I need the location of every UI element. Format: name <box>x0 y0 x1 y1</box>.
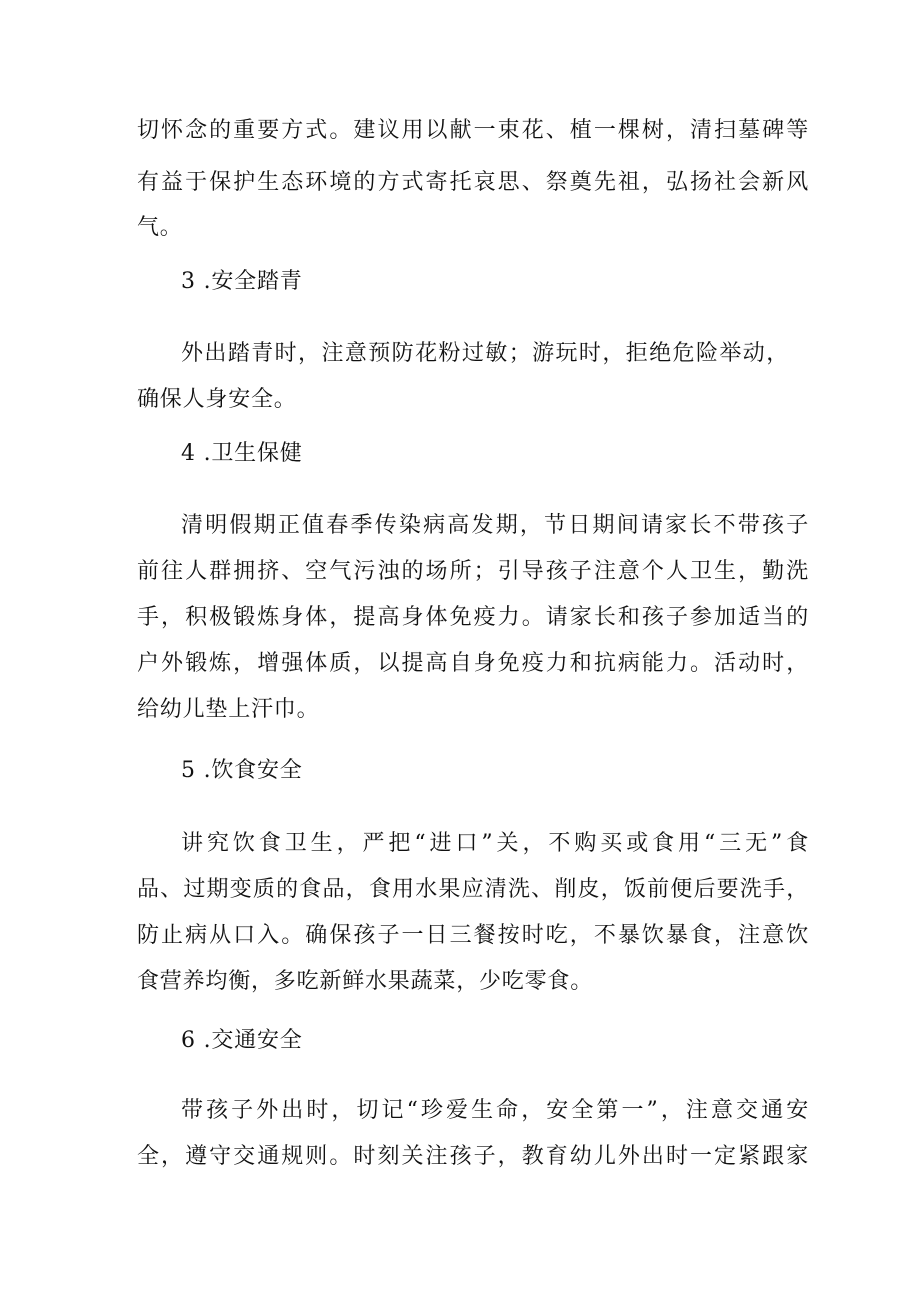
section-4-line-2: 前往人群拥挤、空气污浊的场所；引导孩子注意个人卫生，勤洗 <box>137 559 809 584</box>
intro-line-1: 切怀念的重要方式。建议用以献一束花、植一棵树，清扫墓碑等 <box>137 118 809 143</box>
section-4-line-5: 给幼儿垫上汗巾。 <box>137 697 320 722</box>
section-3-line-2: 确保人身安全。 <box>137 387 297 412</box>
section-4-line-3: 手，积极锻炼身体，提高身体免疫力。请家长和孩子参加适当的 <box>137 605 809 630</box>
section-5-line-2: 品、过期变质的食品，食用水果应清洗、削皮，饭前便后要洗手， <box>137 877 809 902</box>
section-5-line-3: 防止病从口入。确保孩子一日三餐按时吃，不暴饮暴食，注意饮 <box>137 923 809 948</box>
section-4-line-1: 清明假期正值春季传染病高发期，节日期间请家长不带孩子 <box>181 513 809 538</box>
section-4-title: 4 .卫生保健 <box>181 441 303 466</box>
section-4-line-4: 户外锻炼，增强体质，以提高自身免疫力和抗病能力。活动时， <box>137 651 809 676</box>
intro-line-3: 气。 <box>137 215 183 240</box>
section-6-line-2: 全，遵守交通规则。时刻关注孩子，教育幼儿外出时一定紧跟家 <box>137 1144 809 1169</box>
intro-line-2: 有益于保护生态环境的方式寄托哀思、祭奠先祖，弘扬社会新风 <box>137 170 809 195</box>
section-5-line-1: 讲究饮食卫生，严把“进口”关，不购买或食用“三无”食 <box>181 831 809 856</box>
section-6-line-1: 带孩子外出时，切记“珍爱生命，安全第一”，注意交通安 <box>181 1098 809 1123</box>
section-3-line-1: 外出踏青时，注意预防花粉过敏；游玩时，拒绝危险举动， <box>181 341 789 366</box>
section-3-title: 3 .安全踏青 <box>181 269 303 294</box>
section-5-line-4: 食营养均衡，多吃新鲜水果蔬菜，少吃零食。 <box>137 969 594 994</box>
section-6-title: 6 .交通安全 <box>181 1028 303 1053</box>
section-5-title: 5 .饮食安全 <box>181 758 303 783</box>
